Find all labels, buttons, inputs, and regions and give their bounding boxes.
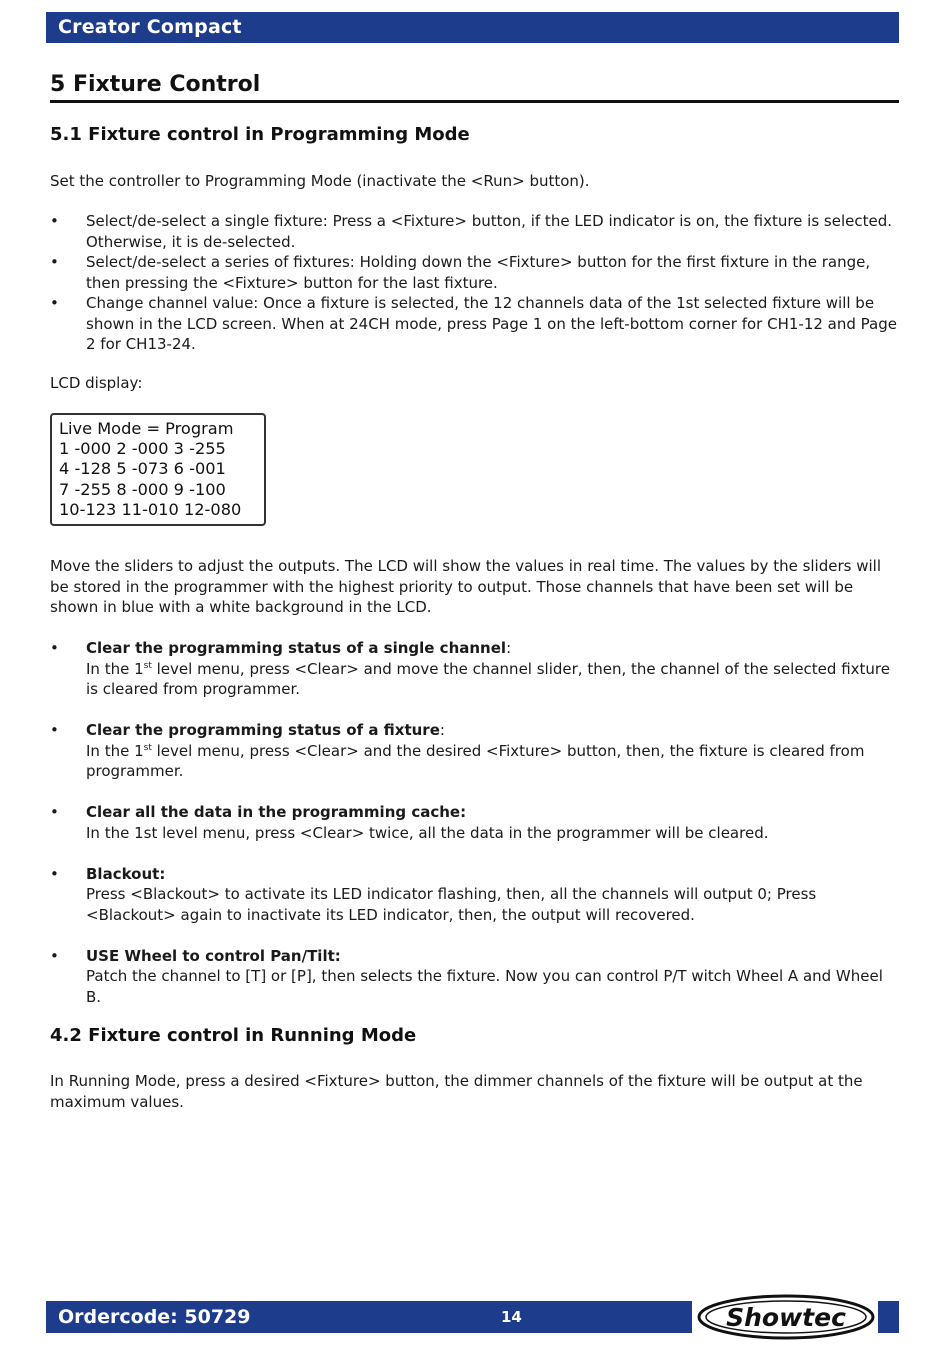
list-item-text: Patch the channel to [T] or [P], then selects the fixture. Now you can control P/T witch Wheel A and Wheel B.	[86, 967, 883, 1006]
lcd-line: 1 -000 2 -000 3 -255	[59, 439, 226, 459]
list-item-title: Clear the programming status of a single channel	[86, 639, 507, 657]
lcd-line: 4 -128 5 -073 6 -001	[59, 459, 226, 479]
list-item-title-suffix: :	[506, 639, 512, 657]
bullet-glyph: •	[50, 803, 59, 821]
list-item	[50, 720, 900, 782]
list-item	[50, 802, 900, 843]
list-item-title: Clear the programming status of a fixture	[86, 721, 440, 739]
list-item	[50, 946, 900, 1008]
lcd-line: 7 -255 8 -000 9 -100	[59, 479, 226, 499]
list-item-title: Clear all the data in the programming cache:	[86, 803, 467, 821]
bullet-glyph: •	[50, 946, 59, 965]
logo-text: Showtec	[726, 1303, 846, 1332]
sliders-paragraph: Move the sliders to adjust the outputs. The LCD will show the values in real time. The values by the sliders will be stored in the programmer with the highest priority to output. Those channels that have been set will be shown in blue with a white background in the LCD.	[50, 557, 881, 616]
list-item-text: Press <Blackout> to activate its LED indicator flashing, then, all the channels will output 0; Press <Blackout> again to inactivate its LED indicator, then, the output will recovered.	[86, 885, 817, 924]
list-item-text: Select/de-select a series of fixtures: Holding down the <Fixture> button for the first fixture in the range, then pressing the <Fixture> button for the last fixture.	[86, 253, 871, 292]
lcd-label: LCD display:	[50, 374, 143, 392]
lcd-line: Live Mode = Program	[59, 419, 234, 438]
list-item	[50, 252, 900, 293]
list-item-title: Blackout:	[86, 864, 166, 883]
list-item	[50, 293, 900, 355]
header-bar	[46, 12, 899, 43]
showtec-logo	[696, 1293, 876, 1341]
list-item-text-post: level menu, press <Clear> and the desired <Fixture> button, then, the fixture is cleared from programmer.	[86, 741, 865, 780]
list-item-text-pre: In the 1	[86, 659, 144, 678]
list-item-text-post: level menu, press <Clear> and move the channel slider, then, the channel of the selected fixture is cleared from programmer.	[86, 659, 890, 698]
list-item	[50, 211, 900, 252]
header-title: Creator Compact	[58, 16, 242, 38]
footer-bar	[46, 1301, 692, 1333]
ordercode-label: Ordercode: 50729	[58, 1306, 251, 1328]
subsection-title-running: 4.2 Fixture control in Running Mode	[50, 1025, 417, 1046]
list-item-text: Change channel value: Once a fixture is selected, the 12 channels data of the 1st selected fixture will be shown in the LCD screen. When at 24CH mode, press Page 1 on the left-bottom corner for CH1-12 and Page 2 for CH13-24.	[86, 294, 897, 353]
list-item-text-pre: In the 1	[86, 741, 144, 760]
programming-bullet-list	[50, 211, 900, 355]
bullet-glyph: •	[50, 253, 59, 271]
list-item	[50, 638, 900, 700]
footer-bar-end	[878, 1301, 899, 1333]
section-title: 5 Fixture Control	[50, 72, 261, 97]
list-item	[50, 864, 900, 926]
section-title-rule	[50, 100, 899, 103]
bullet-glyph: •	[50, 639, 59, 657]
list-item-text: In the 1st level menu, press <Clear> twice, all the data in the programmer will be cleared.	[86, 823, 769, 842]
intro-paragraph: Set the controller to Programming Mode (inactivate the <Run> button).	[50, 172, 590, 190]
lcd-line: 10-123 11-010 12-080	[59, 499, 242, 519]
page-number: 14	[501, 1308, 522, 1326]
list-item-title: USE Wheel to control Pan/Tilt:	[86, 946, 341, 965]
bullet-glyph: •	[50, 864, 59, 883]
bullet-glyph: •	[50, 721, 59, 739]
ordinal-suffix: st	[143, 660, 152, 671]
clear-bullet-list	[50, 638, 900, 1007]
bullet-glyph: •	[50, 212, 59, 230]
subsection-title-programming: 5.1 Fixture control in Programming Mode	[50, 124, 470, 145]
list-item-text: Select/de-select a single fixture: Press a <Fixture> button, if the LED indicator is on, the fixture is selected. Otherwise, it is de-selected.	[86, 212, 893, 251]
running-paragraph: In Running Mode, press a desired <Fixture> button, the dimmer channels of the fixture will be output at the maximum values.	[50, 1072, 863, 1111]
ordinal-suffix: st	[143, 742, 152, 753]
lcd-display	[50, 413, 266, 526]
list-item-title-suffix: :	[439, 721, 445, 739]
bullet-glyph: •	[50, 294, 59, 312]
